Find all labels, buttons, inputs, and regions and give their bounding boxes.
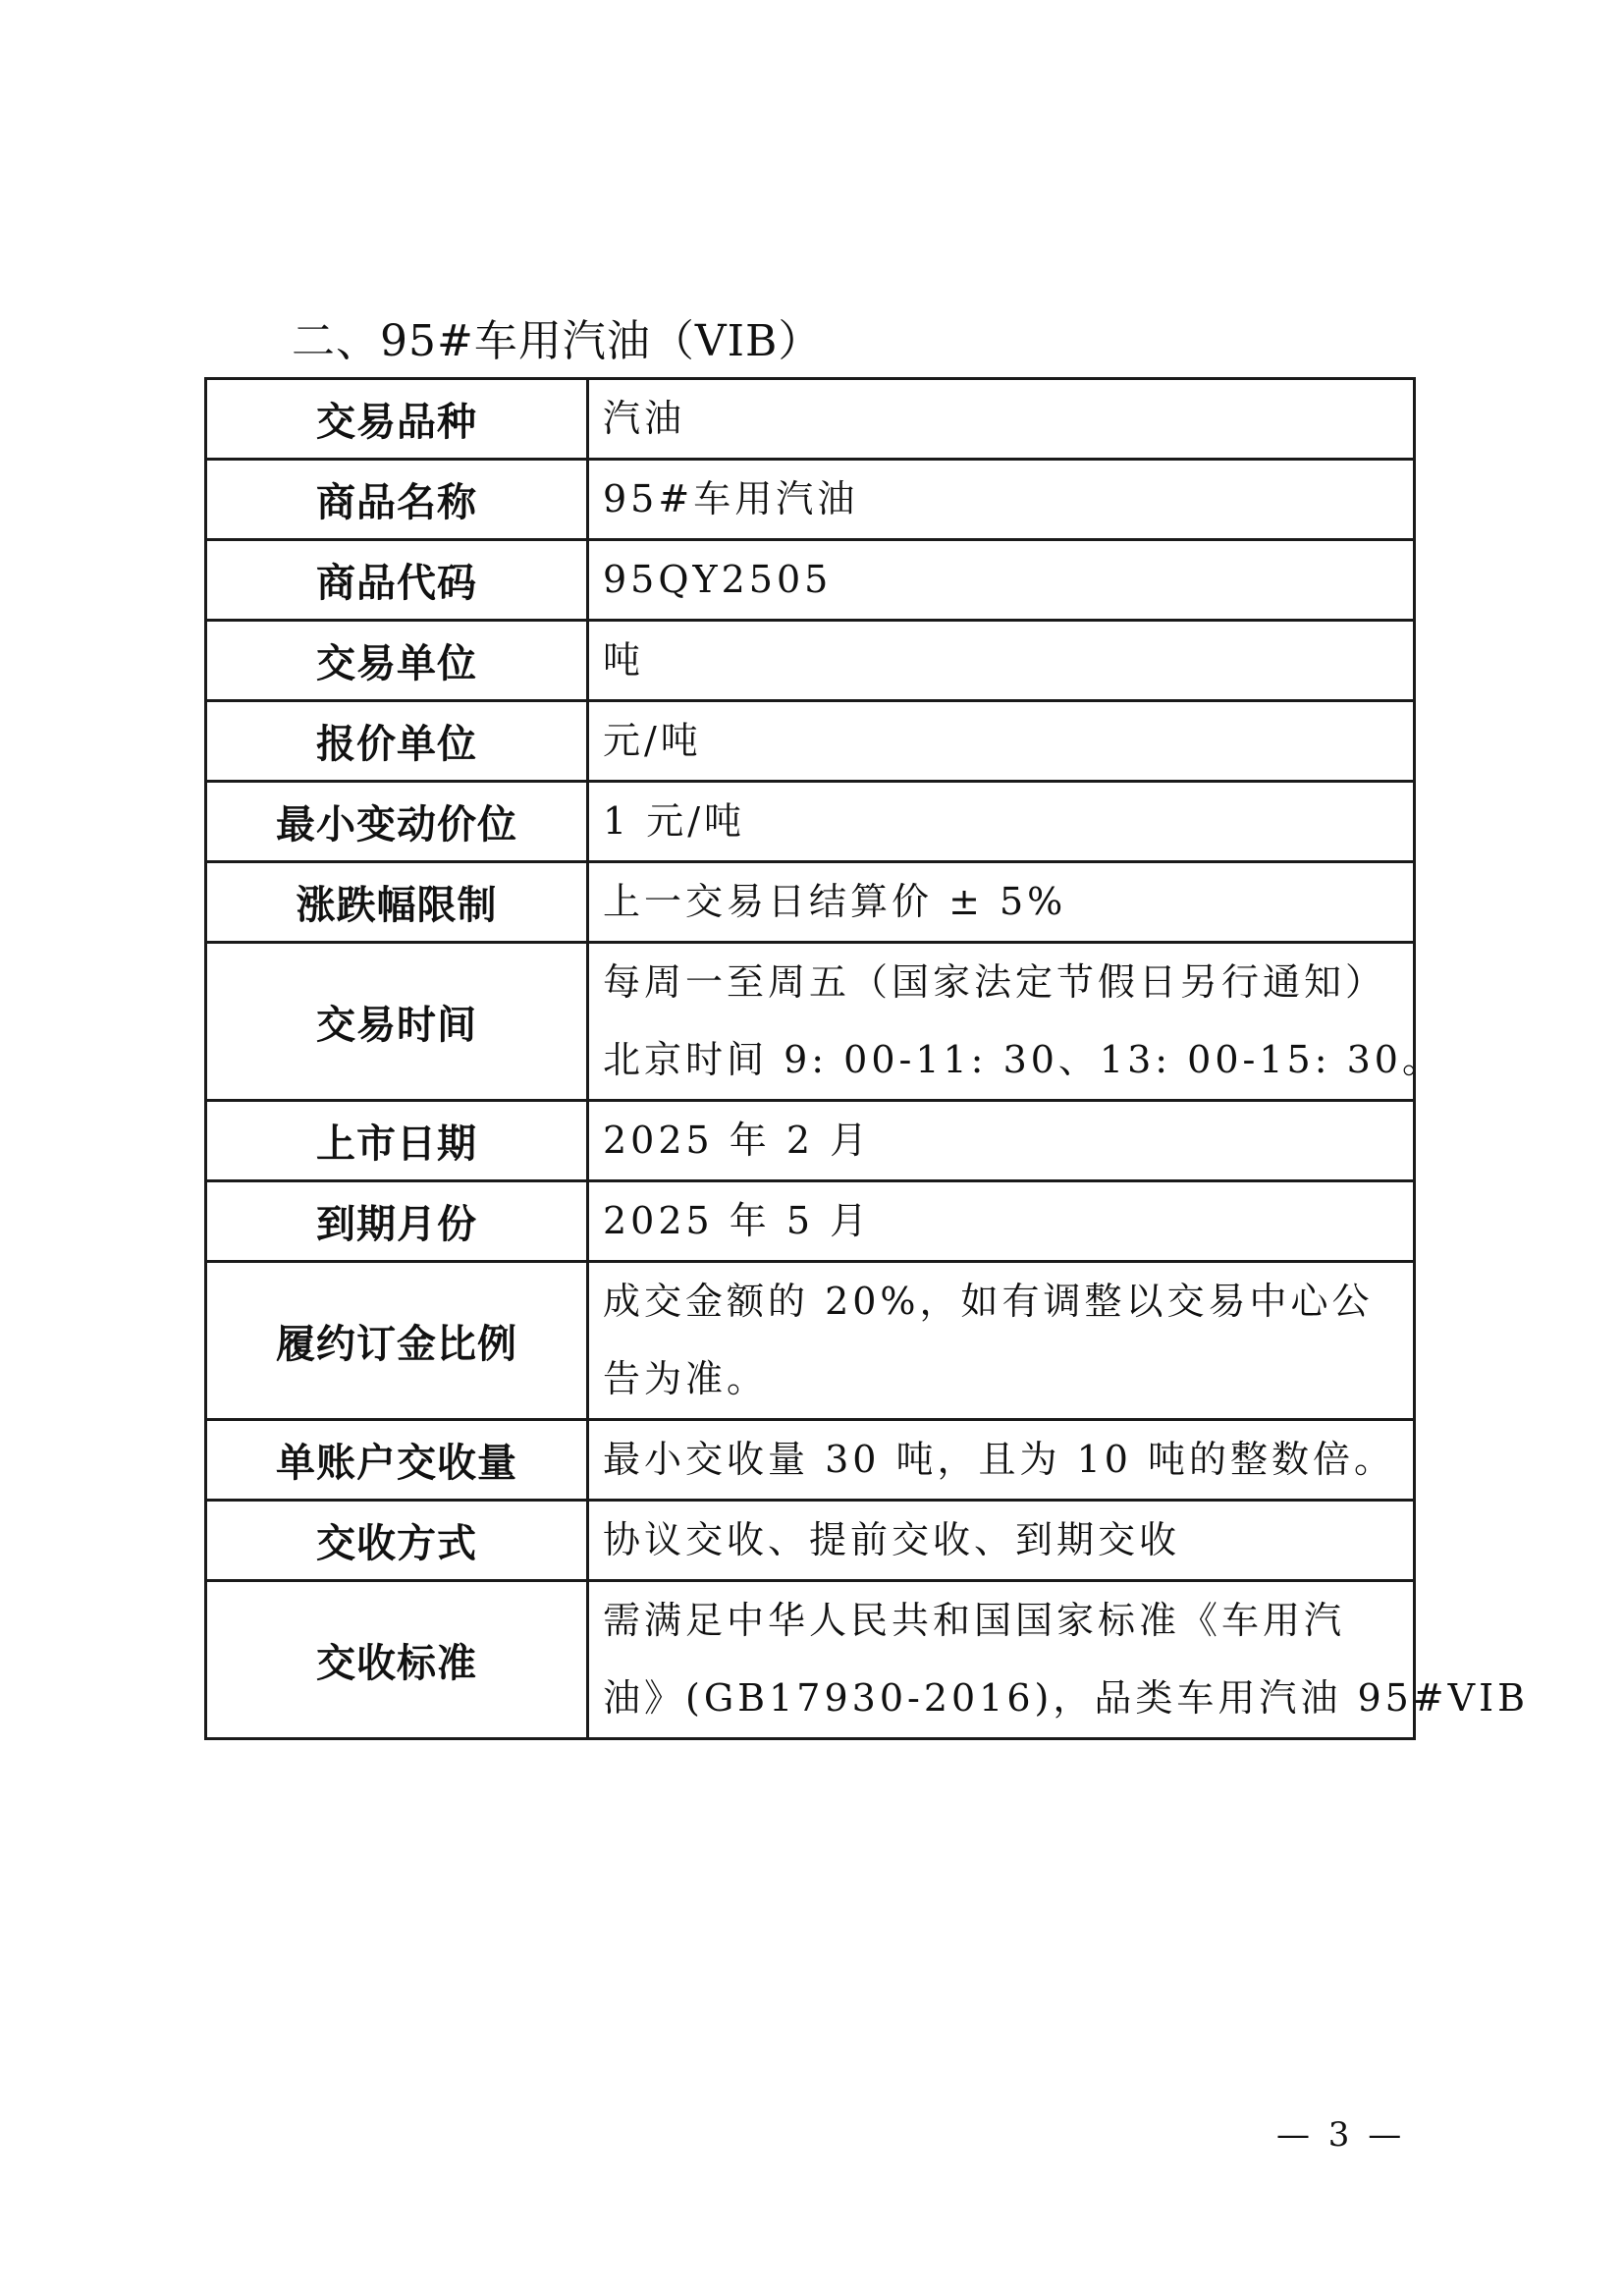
row-value-line: 2025 年 5 月 xyxy=(603,1199,872,1242)
section-heading: 二、95#车用汽油（VIB） xyxy=(292,316,823,366)
row-value-line: 最小交收量 30 吨，且为 10 吨的整数倍。 xyxy=(603,1438,1396,1481)
row-value xyxy=(588,1101,1415,1181)
row-value xyxy=(588,1420,1415,1501)
row-label: 上市日期 xyxy=(206,1101,588,1181)
row-value xyxy=(588,540,1415,621)
table-row-product-code xyxy=(206,540,1415,621)
row-label: 单账户交收量 xyxy=(206,1420,588,1501)
row-value xyxy=(588,1181,1415,1262)
row-label: 交易品种 xyxy=(206,379,588,460)
row-value-line: 汽油 xyxy=(603,397,686,440)
row-label: 交易时间 xyxy=(206,943,588,1101)
row-value-line: 元/吨 xyxy=(603,719,702,762)
row-value-line: 油》(GB17930-2016)，品类车用汽油 95#VIB xyxy=(603,1676,1530,1720)
row-value-line: 成交金额的 20%，如有调整以交易中心公 xyxy=(603,1280,1374,1323)
table-row-min-tick xyxy=(206,782,1415,862)
row-value xyxy=(588,460,1415,540)
row-value xyxy=(588,943,1443,1101)
row-value-line: 2025 年 2 月 xyxy=(603,1119,872,1162)
row-label: 交收标准 xyxy=(206,1581,588,1739)
row-value-line: 95#车用汽油 xyxy=(603,477,859,520)
row-value-line: 告为准。 xyxy=(603,1357,769,1400)
table-row-listing-date xyxy=(206,1101,1415,1181)
row-value xyxy=(588,862,1415,943)
row-value xyxy=(588,1581,1530,1739)
row-label: 履约订金比例 xyxy=(206,1262,588,1420)
table-row-trading-hours xyxy=(206,943,1415,1101)
row-value-line: 95QY2505 xyxy=(603,558,833,601)
row-label: 报价单位 xyxy=(206,701,588,782)
row-label: 到期月份 xyxy=(206,1181,588,1262)
row-value-line: 北京时间 9: 00-11: 30、13: 00-15: 30。 xyxy=(603,1038,1443,1081)
row-label: 交收方式 xyxy=(206,1501,588,1581)
row-label: 商品名称 xyxy=(206,460,588,540)
table-row-delivery-quantity xyxy=(206,1420,1415,1501)
row-value-line: 协议交收、提前交收、到期交收 xyxy=(603,1518,1181,1561)
row-label: 最小变动价位 xyxy=(206,782,588,862)
row-label: 商品代码 xyxy=(206,540,588,621)
table-row-delivery-method xyxy=(206,1501,1415,1581)
row-value-line: 1 元/吨 xyxy=(603,799,746,843)
table-row-trade-unit xyxy=(206,621,1415,701)
table-row-trade-variety xyxy=(206,379,1415,460)
row-value xyxy=(588,1501,1415,1581)
row-label: 涨跌幅限制 xyxy=(206,862,588,943)
row-value xyxy=(588,379,1415,460)
table-row-delivery-standard xyxy=(206,1581,1415,1739)
row-value-line: 需满足中华人民共和国国家标准《车用汽 xyxy=(603,1599,1346,1642)
row-value xyxy=(588,621,1415,701)
spec-table xyxy=(204,377,1530,1740)
table-row-price-limit xyxy=(206,862,1415,943)
row-value xyxy=(588,701,1415,782)
row-value-line: 每周一至周五（国家法定节假日另行通知） xyxy=(603,960,1387,1004)
table-row-quote-unit xyxy=(206,701,1415,782)
row-value-line: 上一交易日结算价 ± 5% xyxy=(603,880,1067,923)
row-label: 交易单位 xyxy=(206,621,588,701)
row-value xyxy=(588,1262,1415,1420)
row-value xyxy=(588,782,1415,862)
row-value-line: 吨 xyxy=(603,638,645,682)
table-row-deposit-ratio xyxy=(206,1262,1415,1420)
page-number: — 3 — xyxy=(1276,2115,1406,2155)
table-row-expiry-month xyxy=(206,1181,1415,1262)
table-row-product-name xyxy=(206,460,1415,540)
